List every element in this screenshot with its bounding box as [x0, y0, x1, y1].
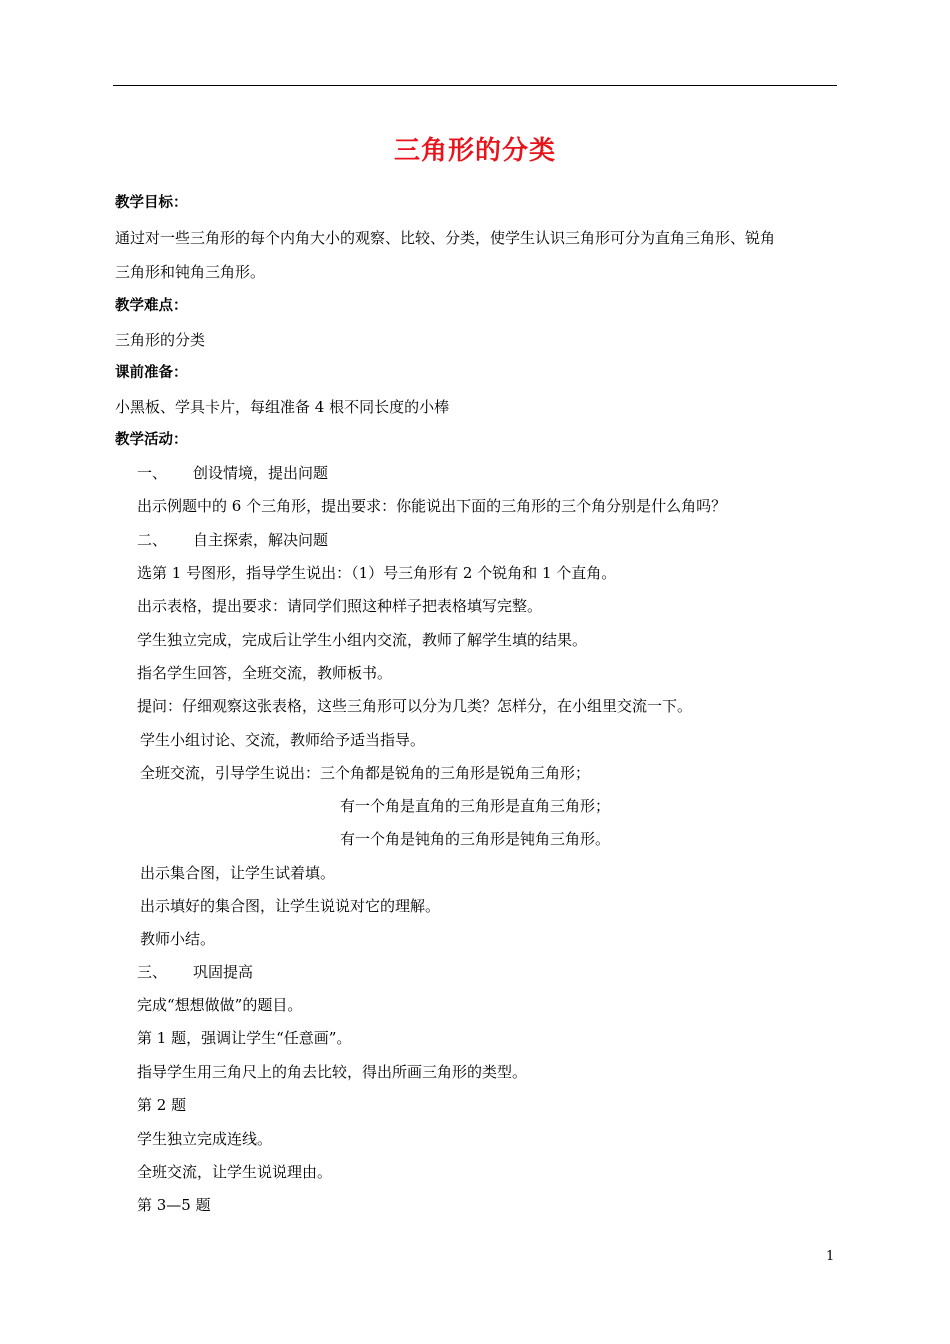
activity-line-14: 完成“想想做做”的题目。	[137, 996, 303, 1014]
activity-line-2: 选第 1 号图形，指导学生说出：（1）号三角形有 2 个锐角和 1 个直角。	[137, 564, 617, 582]
difficulty-text: 三角形的分类	[115, 331, 206, 349]
activity-line-10: 有一个角是钝角的三角形是钝角三角形。	[340, 830, 611, 848]
activity-line-7: 学生小组讨论、交流，教师给予适当指导。	[140, 731, 426, 749]
page-number: 1	[826, 1249, 835, 1264]
goal-text-line-2: 三角形和钝角三角形。	[115, 263, 266, 281]
step-3-number: 三、	[137, 963, 168, 981]
activity-line-6: 提问：仔细观察这张表格，这些三角形可以分为几类？怎样分，在小组里交流一下。	[137, 697, 693, 715]
header-rule	[113, 85, 837, 86]
goal-heading: 教学目标：	[115, 195, 188, 211]
activity-line-5: 指名学生回答，全班交流，教师板书。	[137, 664, 393, 682]
step-1-title: 创设情境，提出问题	[193, 464, 329, 482]
step-3-heading	[137, 962, 253, 982]
activity-line-8: 全班交流，引导学生说出：三个角都是锐角的三角形是锐角三角形；	[140, 764, 591, 782]
activity-line-15: 第 1 题，强调让学生“任意画”。	[137, 1029, 352, 1047]
activity-line-11: 出示集合图，让学生试着填。	[140, 864, 336, 882]
goal-text-line-1: 通过对一些三角形的每个内角大小的观察、比较、分类，使学生认识三角形可分为直角三角形、锐角	[115, 229, 776, 247]
activity-line-17: 第 2 题	[137, 1096, 187, 1114]
activity-line-18: 学生独立完成连线。	[137, 1130, 273, 1148]
activity-line-1: 出示例题中的 6 个三角形，提出要求：你能说出下面的三角形的三个角分别是什么角吗？	[137, 497, 727, 515]
activity-heading: 教学活动：	[115, 432, 188, 448]
step-1-heading	[137, 463, 328, 483]
step-3-title: 巩固提高	[193, 963, 254, 981]
activity-line-13: 教师小结。	[140, 930, 216, 948]
activity-line-20: 第 3—5 题	[137, 1196, 211, 1214]
activity-line-16: 指导学生用三角尺上的角去比较，得出所画三角形的类型。	[137, 1063, 528, 1081]
activity-line-19: 全班交流，让学生说说理由。	[137, 1163, 333, 1181]
activity-line-4: 学生独立完成，完成后让学生小组内交流，教师了解学生填的结果。	[137, 631, 588, 649]
prep-text: 小黑板、学具卡片，每组准备 4 根不同长度的小棒	[115, 398, 450, 416]
activity-line-3: 出示表格，提出要求：请同学们照这种样子把表格填写完整。	[137, 597, 543, 615]
activity-line-9: 有一个角是直角的三角形是直角三角形；	[340, 797, 611, 815]
prep-heading: 课前准备：	[115, 365, 188, 381]
document-title: 三角形的分类	[393, 136, 556, 166]
activity-line-12: 出示填好的集合图，让学生说说对它的理解。	[140, 897, 441, 915]
step-2-number: 二、	[137, 531, 168, 549]
step-2-title: 自主探索，解决问题	[193, 531, 329, 549]
difficulty-heading: 教学难点：	[115, 298, 188, 314]
step-1-number: 一、	[137, 464, 168, 482]
step-2-heading	[137, 530, 328, 550]
